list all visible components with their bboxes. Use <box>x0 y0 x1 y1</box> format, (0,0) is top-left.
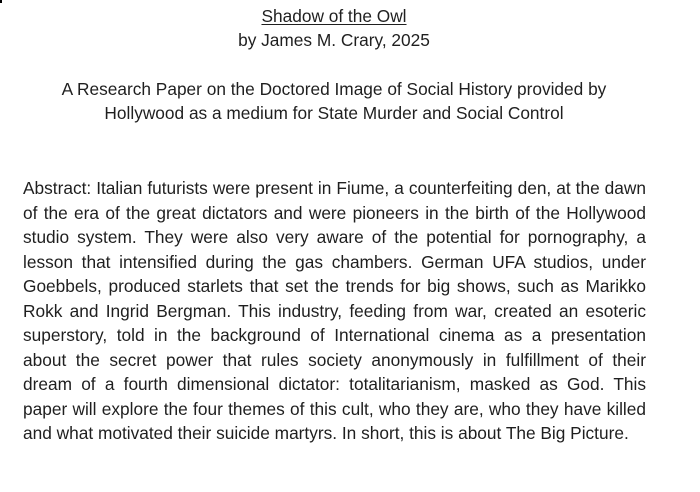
document-title: Shadow of the Owl <box>261 6 407 26</box>
subtitle-line-1: A Research Paper on the Doctored Image of Social History provided by <box>61 79 607 99</box>
text-cursor-mark <box>0 0 2 3</box>
author-byline: by James M. Crary, 2025 <box>238 30 430 50</box>
subtitle-line-2: Hollywood as a medium for State Murder and Social Control <box>104 103 564 123</box>
abstract-paragraph: Abstract: Italian futurists were present in Fiume, a counterfeiting den, at the dawn of the era of the great dictators and were pioneers in the birth of the Hollywood studio system. They were also very aware of the potential for pornography, a lesson that intensified during the gas chambers. German UFA studios, under Goebbels, produced starlets that set the trends for big shows, such as Marikko Rokk and Ingrid Bergman. This industry, feeding from war, created an esoteric superstory, told in the background of International cinema as a presentation about the secret power that rules society anonymously in fulfillment of their dream of a fourth dimensional dictator: totalitarianism, masked as God. This paper will explore the four themes of this cult, who they are, who they have killed and what motivated their suicide martyrs. In short, this is about The Big Picture. <box>23 178 646 444</box>
